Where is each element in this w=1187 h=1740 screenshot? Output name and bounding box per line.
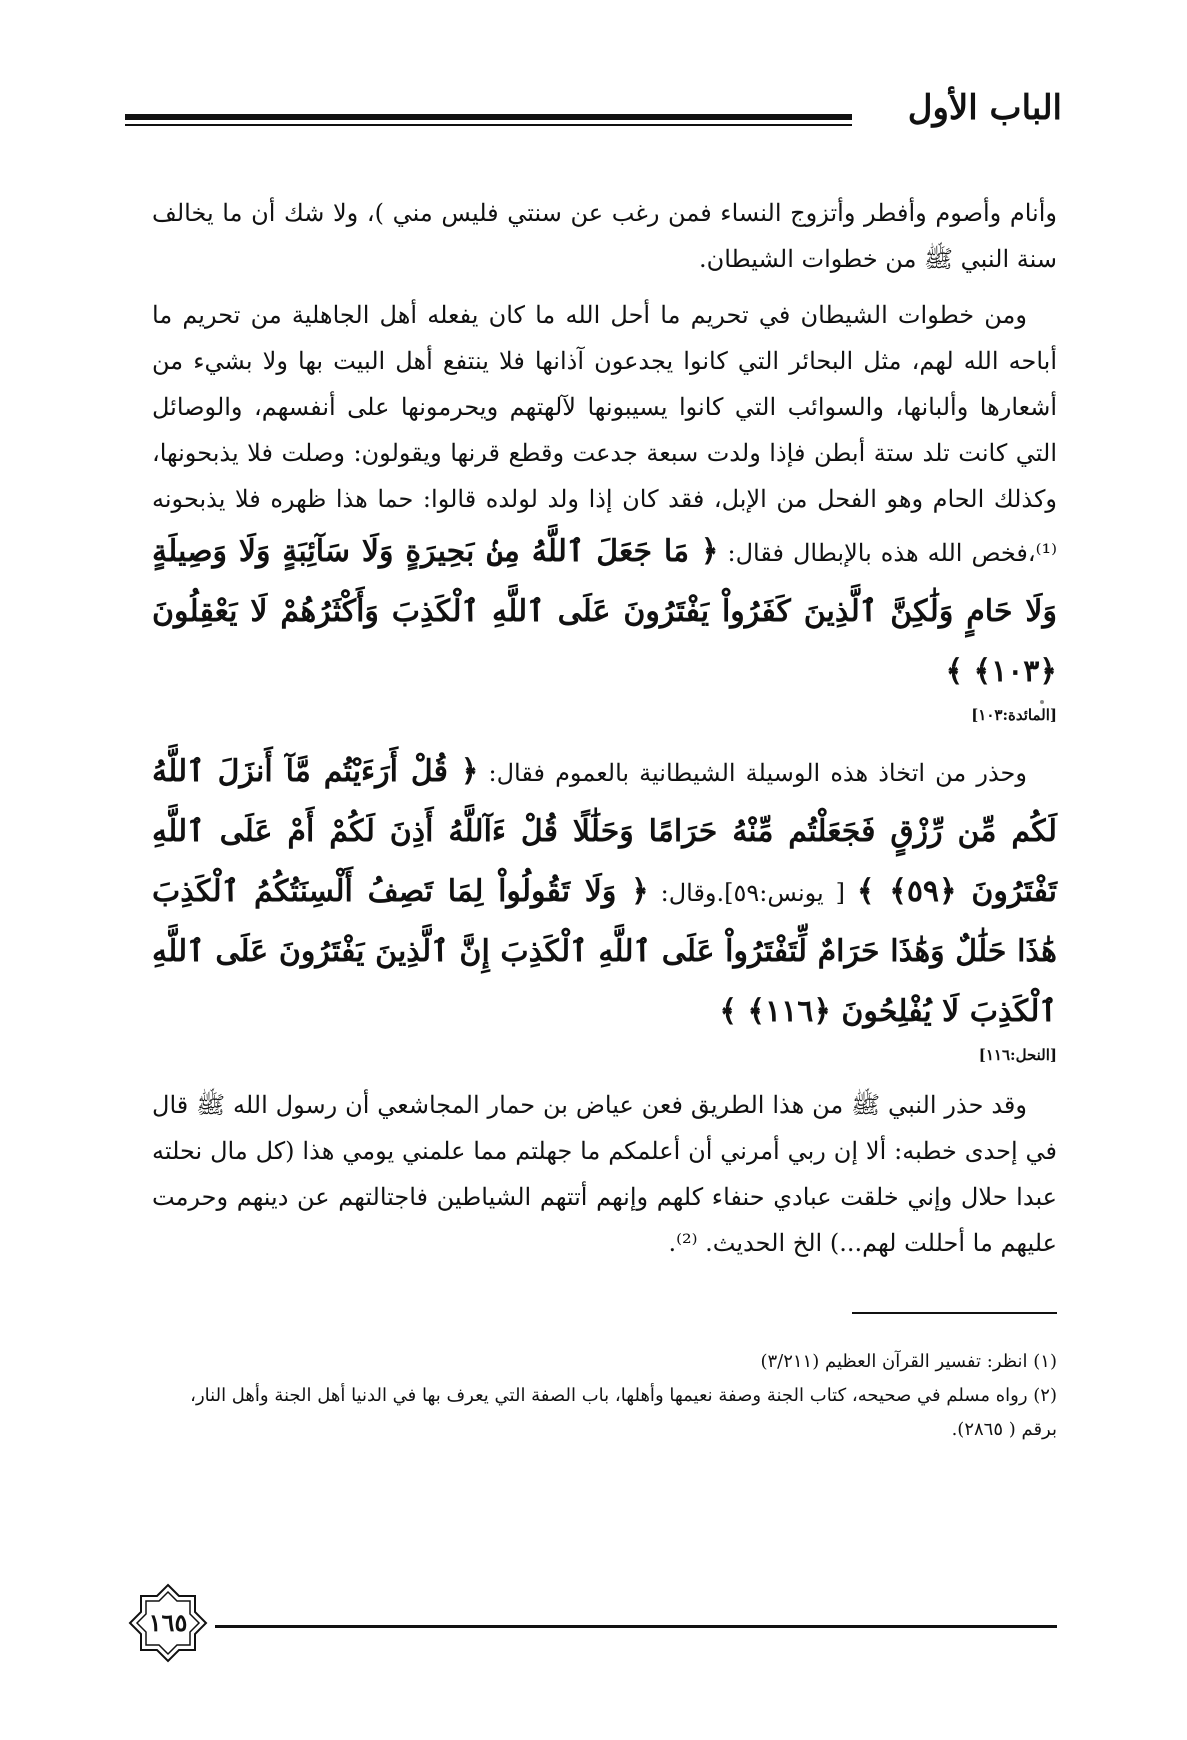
header-rule-thick bbox=[125, 114, 852, 120]
citation-1: [المائدة:١٠٣] bbox=[971, 706, 1057, 724]
footnotes bbox=[152, 1345, 1057, 1447]
quran-verse-3: ﴿ وَلَا تَقُولُواْ لِمَا تَصِفُ أَلْسِنَتُكُمُ ٱلْكَذِبَ هَٰذَا حَلَٰلٌ وَهَٰذَا حَرَامٌ لِّتَفْتَرُواْ عَلَى ٱللَّهِ ٱلْكَذِبَ إِنَّ ٱلَّذِينَ يَفْتَرُونَ عَلَى ٱللَّهِ ٱلْكَذِبَ لَا يُفْلِحُونَ ﴿١١٦﴾ ﴾ bbox=[152, 874, 1057, 1029]
paragraph-5: وقد حذر النبي ﷺ من هذا الطريق فعن عياض بن حمار المجاشعي أن رسول الله ﷺ قال في إحدى خطبه: ألا إن ربي أمرني أن أعلمكم ما جهلتم مما علمني يومي هذا (كل مال نحلته عبدا حلال وإني خلقت عبادي حنفاء كلهم وإنهم أتتهم الشياطين فاجتالتهم عن دينهم وحرمت عليهم ما أحللت لهم...) الخ الحديث. ⁽²⁾. bbox=[152, 1091, 1058, 1257]
page-number: ١٦٥ bbox=[148, 1608, 188, 1637]
spacer bbox=[152, 282, 1057, 292]
quran-verse-1: ﴿ مَا جَعَلَ ٱللَّهُ مِنۢ بَحِيرَةٍ وَلَا سَآئِبَةٍ وَلَا وَصِيلَةٍ وَلَا حَامٍ وَلَٰكِنَّ ٱلَّذِينَ كَفَرُواْ يَفْتَرُونَ عَلَى ٱللَّهِ ٱلْكَذِبَ وَأَكْثَرُهُمْ لَا يَعْقِلُونَ ﴿١٠٣﴾ ﴾ bbox=[152, 534, 1057, 689]
paragraph-2 bbox=[152, 292, 1057, 702]
paragraph-4-text: وقال: bbox=[660, 879, 717, 907]
footnote-2: (٢) رواه مسلم في صحيحه، كتاب الجنة وصفة نعيمها وأهلها، باب الصفة التي يعرف بها في الدنيا أهل الجنة وأهل النار، برقم ( ٢٨٦٥). bbox=[190, 1385, 1057, 1440]
footnote-separator bbox=[852, 1312, 1057, 1314]
paragraph-1: وأنام وأصوم وأفطر وأتزوج النساء فمن رغب عن سنتي فليس مني )، ولا شك أن ما يخالف سنة النبي ﷺ من خطوات الشيطان. bbox=[152, 199, 1057, 273]
citation-3: [النحل:١١٦] bbox=[978, 1046, 1057, 1064]
quran-verse-2: ﴿ قُلْ أَرَءَيْتُم مَّآ أَنزَلَ ٱللَّهُ لَكُم مِّن رِّزْقٍ فَجَعَلْتُم مِّنْهُ حَرَامًا وَحَلَٰلًا قُلْ ءَآللَّهُ أَذِنَ لَكُمْ أَمْ عَلَى ٱللَّهِ تَفْتَرُونَ ﴿٥٩﴾ ﴾ bbox=[152, 754, 1057, 909]
footnote-1: (١) انظر: تفسير القرآن العظيم (٣/٢١١) bbox=[760, 1351, 1057, 1372]
chapter-title: الباب الأول bbox=[907, 88, 1062, 128]
paragraph-3-text: وحذر من اتخاذ هذه الوسيلة الشيطانية بالعموم فقال: bbox=[488, 759, 1027, 787]
body-text bbox=[152, 190, 1057, 1266]
citation-2: [ يونس:٥٩]. bbox=[716, 879, 846, 907]
paragraph-3 bbox=[152, 742, 1057, 1042]
page-header bbox=[125, 88, 1062, 138]
header-rule-thin bbox=[125, 124, 852, 126]
paragraph-2-text: ومن خطوات الشيطان في تحريم ما أحل الله ما كان يفعله أهل الجاهلية من تحريم ما أباحه الله لهم، مثل البحائر التي كانوا يجدعون آذانها فلا ينتفع أهل البيت بها ولا بشيء من أشعارها وألبانها، والسوائب التي كانوا يسيبونها لآلهتهم ويحرمونها على أنفسهم، والوصائل التي كانت تلد ستة أبطن فإذا ولدت سبعة جدعت وقطع قرنها ويقولون: وصلت فلا يذبحونها، وكذلك الحام وهو الفحل من الإبل، فقد كان إذا ولد لولده قالوا: حما هذا ظهره فلا يذبحونه ⁽¹⁾،فخص الله هذه بالإبطال فقال: bbox=[152, 301, 1057, 567]
footer-rule bbox=[215, 1625, 1057, 1628]
